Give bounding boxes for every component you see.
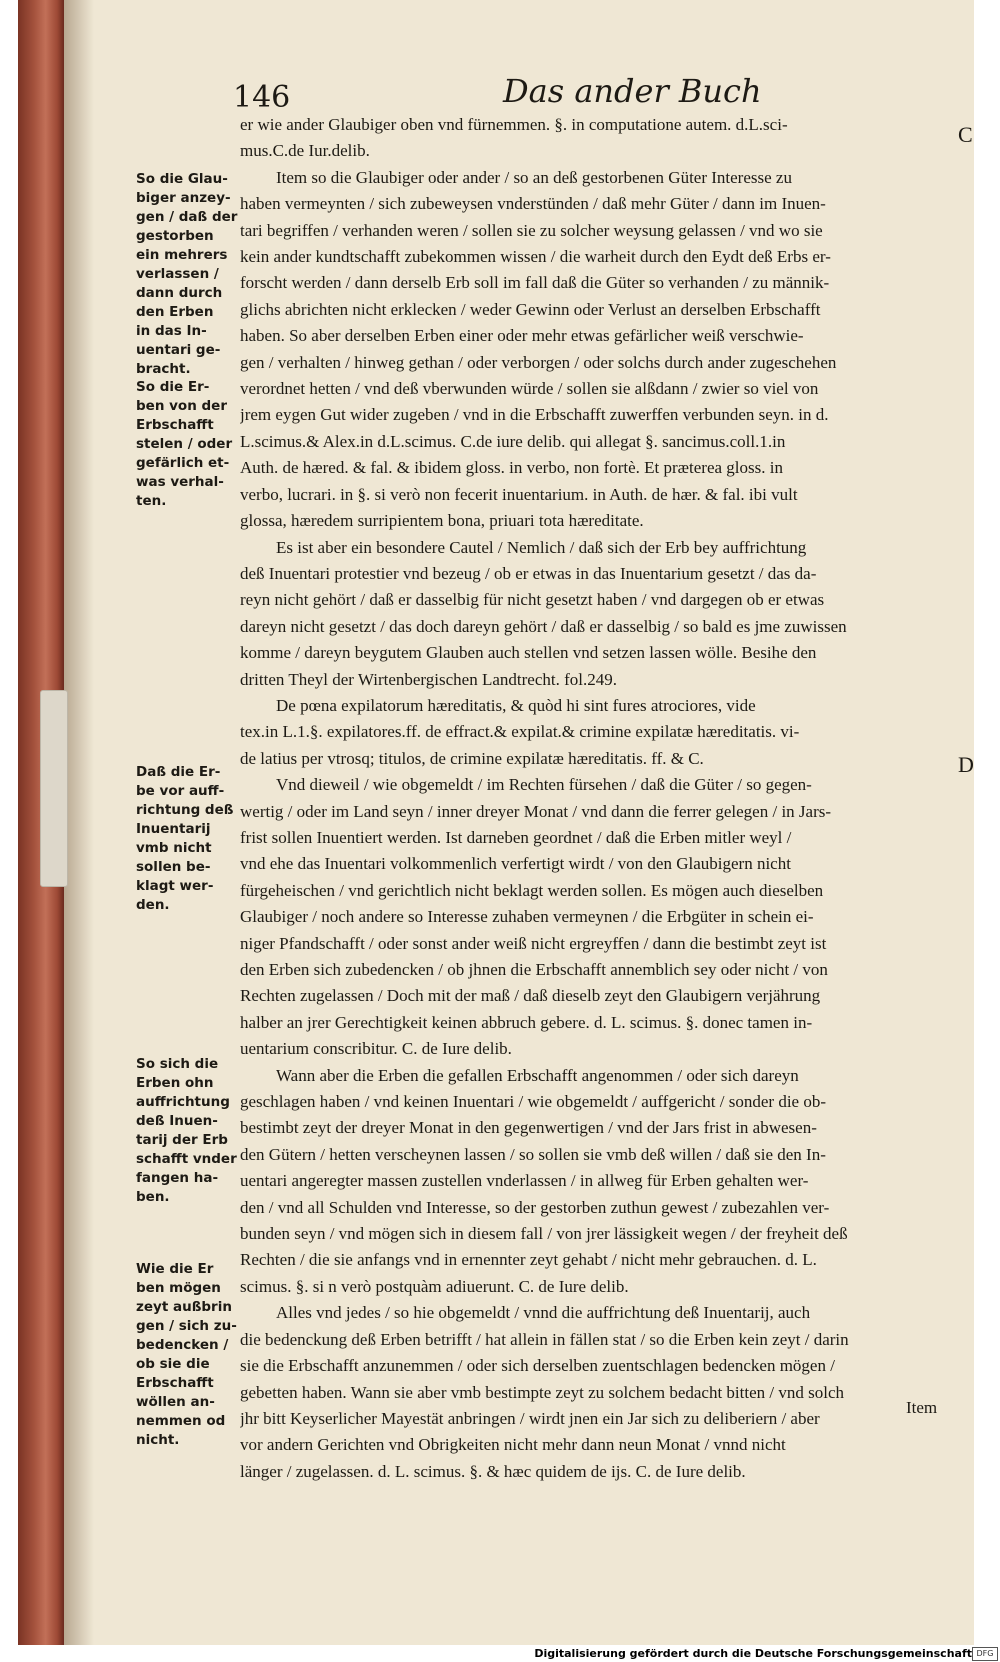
- sidenote-line: klagt wer-: [136, 878, 214, 894]
- funding-credit: Digitalisierung gefördert durch die Deutsche Forschungsgemeinschaft: [534, 1647, 972, 1660]
- text-line: uentari angeregter massen zustellen vnderlassen / in allweg für Erben gehalten wer-: [240, 1171, 809, 1191]
- bookmark-ribbon: [40, 690, 68, 887]
- sidenote-line: ob sie die: [136, 1356, 210, 1372]
- text-line: komme / dareyn beygutem Glauben auch stellen vnd setzen lassen wölle. Besihe den: [240, 643, 817, 663]
- text-line: frist sollen Inuentiert werden. Ist darneben geordnet / daß die Erben mitler weyl /: [240, 827, 792, 847]
- text-line: reyn nicht gehört / daß er dasselbig für nicht gesetzt haben / vnd dargegen ob er etwas: [240, 590, 825, 610]
- sidenote-line: gen / sich zu-: [136, 1318, 237, 1334]
- catchword: Item: [906, 1398, 938, 1417]
- text-line: länger / zugelassen. d. L. scimus. §. & hæc quidem de ijs. C. de Iure delib.: [240, 1461, 746, 1481]
- sidenote-line: gefärlich et-: [136, 455, 230, 471]
- text-line: verordnet hetten / vnd deß vberwunden würde / sollen sie alßdann / zwier so viel von: [240, 379, 819, 399]
- sidenote-line: sollen be-: [136, 859, 211, 875]
- sidenote-creditors-claim: [136, 170, 236, 379]
- text-line: er wie ander Glaubiger oben vnd fürnemmen. §. in computatione autem. d.L.sci-: [240, 115, 788, 134]
- text-line: vor andern Gerichten vnd Obrigkeiten nicht mehr dann neun Monat / vnnd nicht: [240, 1435, 786, 1455]
- text-line: niger Pfandschafft / oder sonst ander weiß nicht ergreyffen / dann die bestimbt zeyt ist: [240, 933, 827, 953]
- page-number: 146: [233, 80, 291, 115]
- sidenote-line: wöllen an-: [136, 1394, 215, 1410]
- text-line: den Gütern / hetten verscheynen lassen / so sollen sie vmb deß willen / daß sie den In-: [240, 1144, 826, 1164]
- margin-letter-c: C: [958, 122, 973, 147]
- sidenote-line: den Erben: [136, 304, 214, 320]
- text-line: halber an jrer Gerechtigkeit keinen abbruch gebere. d. L. scimus. §. donec tamen in-: [240, 1012, 813, 1032]
- text-line: dritten Theyl der Wirtenbergischen Landtrecht. fol.249.: [240, 669, 617, 689]
- main-text-block: [240, 112, 958, 1485]
- text-line: den / vnd all Schulden vnd Interesse, so der gestorben zuthun gewest / zubezahlen ver-: [240, 1197, 830, 1217]
- sidenote-line: verlassen /: [136, 266, 219, 282]
- text-line: Auth. de hæred. & fal. & ibidem gloss. in verbo, non fortè. Et præterea gloss. in: [240, 458, 783, 478]
- sidenote-line: dann durch: [136, 285, 223, 301]
- sidenote-line: uentari ge-: [136, 342, 221, 358]
- text-line: bunden seyn / vnd mögen sich in diesem fall / von jrer lässigkeit wegen / der freyheit deß: [240, 1224, 848, 1244]
- text-line: scimus. §. si n verò postquàm adiuerunt. C. de Iure delib.: [240, 1276, 629, 1296]
- text-line: kein ander kundtschafft zubekommen wissen / die warheit durch den Eydt deß Erbs er-: [240, 247, 831, 267]
- text-line: haben vermeynten / sich zubeweysen vnderstünden / daß mehr Güter / dann im Inuen-: [240, 194, 826, 214]
- sidenote-line: zeyt außbrin: [136, 1299, 232, 1315]
- sidenote-line: ben.: [136, 1189, 170, 1205]
- sidenote-line: bracht.: [136, 361, 191, 377]
- sidenote-no-inventory: [136, 1055, 236, 1207]
- sidenote-line: den.: [136, 897, 170, 913]
- sidenote-line: Erbschafft: [136, 1375, 214, 1391]
- text-line: deß Inuentari protestier vnd bezeug / ob er etwas in das Inuentarium gesetzt / das da-: [240, 563, 817, 583]
- text-line: geschlagen haben / vnd keinen Inuentari / wie obgemeldt / auffgericht / sonder die ob-: [240, 1092, 826, 1112]
- text-line: die bedenckung deß Erben betrifft / hat allein in fällen stat / so die Erben kein zeyt / darin: [240, 1329, 849, 1349]
- sidenote-line: fangen ha-: [136, 1170, 219, 1186]
- text-line: Vnd dieweil / wie obgemeldt / im Rechten fürsehen / daß die Güter / so gegen-: [276, 775, 812, 795]
- text-line: verbo, lucrari. in §. si verò non fecerit inuentarium. in Auth. de hær. & fal. ibi vult: [240, 484, 798, 504]
- text-line: gebetten haben. Wann sie aber vmb bestimpte zeyt zu solchem bedacht bitten / vnd solch: [240, 1382, 844, 1402]
- running-title: Das ander Buch: [503, 72, 762, 110]
- dfg-logo: DFG: [972, 1647, 998, 1661]
- sidenote-line: vmb nicht: [136, 840, 212, 856]
- sidenote-line: Erben ohn: [136, 1075, 214, 1091]
- text-line: fürgeheischen / vnd gerichtlich nicht beklagt werden sollen. Es mögen auch dieselben: [240, 880, 824, 900]
- text-line: forscht werden / dann derselb Erb soll im fall daß die Güter so verhanden / zu männik-: [240, 273, 830, 293]
- sidenote-line: biger anzey-: [136, 190, 231, 206]
- footer-bar: [0, 1645, 1000, 1662]
- sidenote-line: So die Glau-: [136, 171, 228, 187]
- sidenote-no-suit-before-inventory: [136, 763, 236, 915]
- text-line: glossa, hæredem surripientem bona, priuari tota hæreditate.: [240, 511, 644, 531]
- sidenote-line: So sich die: [136, 1056, 219, 1072]
- text-line: Item so die Glaubiger oder ander / so an deß gestorbenen Güter Interesse zu: [276, 167, 792, 187]
- margin-letter-d: D: [958, 752, 974, 777]
- sidenote-line: Erbschafft: [136, 417, 214, 433]
- sidenote-line: ben von der: [136, 398, 227, 414]
- text-line: bestimbt zeyt der dreyer Monat in den gegenwertigen / vnd der Jars frist in abwesen-: [240, 1118, 817, 1138]
- text-line: Rechten / die sie anfangs vnd in ernennter zeyt gehabt / nicht mehr gebrauchen. d. L.: [240, 1250, 817, 1270]
- sidenote-line: auffrichtung: [136, 1094, 230, 1110]
- sidenote-line: Wie die Er: [136, 1261, 214, 1277]
- sidenote-line: tarij der Erb: [136, 1132, 228, 1148]
- sidenote-line: stelen / oder: [136, 436, 233, 452]
- sidenote-line: Daß die Er-: [136, 764, 221, 780]
- text-line: jrem eygen Gut wider zugeben / vnd in die Erbschafft zuwerffen verbunden seyn. in d.: [240, 405, 829, 425]
- gutter-shadow: [64, 0, 94, 1645]
- text-line: uentarium conscribitur. C. de Iure delib.: [240, 1039, 512, 1059]
- text-line: jhr bitt Keyserlicher Mayestät anbringen / wirdt jnen ein Jar sich zu deliberiern / aber: [240, 1408, 820, 1428]
- sidenote-line: ten.: [136, 493, 167, 509]
- sidenote-line: in das In-: [136, 323, 207, 339]
- sidenote-line: deß Inuen-: [136, 1113, 218, 1129]
- text-line: Glaubiger / noch andere so Interesse zuhaben vermeynen / die Erbgüter in schein ei-: [240, 907, 814, 927]
- sidenote-line: bedencken /: [136, 1337, 229, 1353]
- text-line: glichs abrichten nicht erklecken / weder Gewinn oder Verlust an derselben Erbschafft: [240, 299, 821, 319]
- text-line: wertig / oder im Land seyn / inner dreyer Monat / vnd dann die ferrer gelegen / in Jars-: [240, 801, 832, 821]
- sidenote-line: ben mögen: [136, 1280, 221, 1296]
- text-line: gen / verhalten / hinweg gethan / oder verborgen / oder solchs durch ander zugeschehen: [240, 352, 837, 372]
- text-line: de latius per vtrosq; titulos, de crimine expilatæ hæreditatis. ff. & C.: [240, 748, 704, 768]
- text-line: sie die Erbschafft anzunemmen / oder sich derselben zuentschlagen bedencken mögen /: [240, 1356, 835, 1376]
- sidenote-line: was verhal-: [136, 474, 224, 490]
- sidenote-line: gen / daß der: [136, 209, 238, 225]
- sidenote-line: Inuentarij: [136, 821, 211, 837]
- sidenote-line: nemmen od: [136, 1413, 226, 1429]
- sidenote-deliberation-time: [136, 1260, 236, 1450]
- text-line: De pœna expilatorum hæreditatis, & quòd hi sint fures atrociores, vide: [276, 695, 756, 715]
- text-line: L.scimus.& Alex.in d.L.scimus. C.de iure delib. qui allegat §. sancimus.coll.1.in: [240, 431, 786, 451]
- text-line: den Erben sich zubedencken / ob jhnen die Erbschafft annemblich sey oder nicht / von: [240, 960, 828, 979]
- sidenote-line: nicht.: [136, 1432, 180, 1448]
- text-line: Rechten zugelassen / Doch mit der maß / daß dieselb zeyt den Glaubigern verjährung: [240, 986, 821, 1006]
- text-line: haben. So aber derselben Erben einer oder mehr etwas gefärlicher weiß verschwie-: [240, 326, 804, 346]
- text-line: tex.in L.1.§. expilatores.ff. de effract.& expilat.& crimine expilatæ hæreditatis. vi-: [240, 722, 800, 742]
- text-line: tari begriffen / verhanden weren / sollen sie zu solcher weysung gelassen / vnd wo sie: [240, 220, 823, 240]
- sidenote-line: gestorben: [136, 228, 214, 244]
- sidenote-heirs-concealment: [136, 378, 236, 511]
- text-line: dareyn nicht gesetzt / das doch dareyn gehört / daß er dasselbig / so bald es jme zuwissen: [240, 616, 847, 636]
- sidenote-line: schafft vnder: [136, 1151, 237, 1167]
- sidenote-line: be vor auff-: [136, 783, 225, 799]
- text-line: mus.C.de Iur.delib.: [240, 141, 370, 161]
- book-page: [18, 0, 974, 1645]
- sidenote-line: ein mehrers: [136, 247, 228, 263]
- text-line: Alles vnd jedes / so hie obgemeldt / vnnd die auffrichtung deß Inuentarij, auch: [276, 1303, 811, 1323]
- text-line: vnd ehe das Inuentari volkommenlich verfertigt wirdt / von den Glaubigern nicht: [240, 854, 791, 874]
- sidenote-line: So die Er-: [136, 379, 210, 395]
- sidenote-line: richtung deß: [136, 802, 234, 818]
- text-line: Wann aber die Erben die gefallen Erbschafft angenommen / oder sich dareyn: [276, 1065, 799, 1085]
- text-line: Es ist aber ein besondere Cautel / Nemlich / daß sich der Erb bey auffrichtung: [276, 537, 807, 557]
